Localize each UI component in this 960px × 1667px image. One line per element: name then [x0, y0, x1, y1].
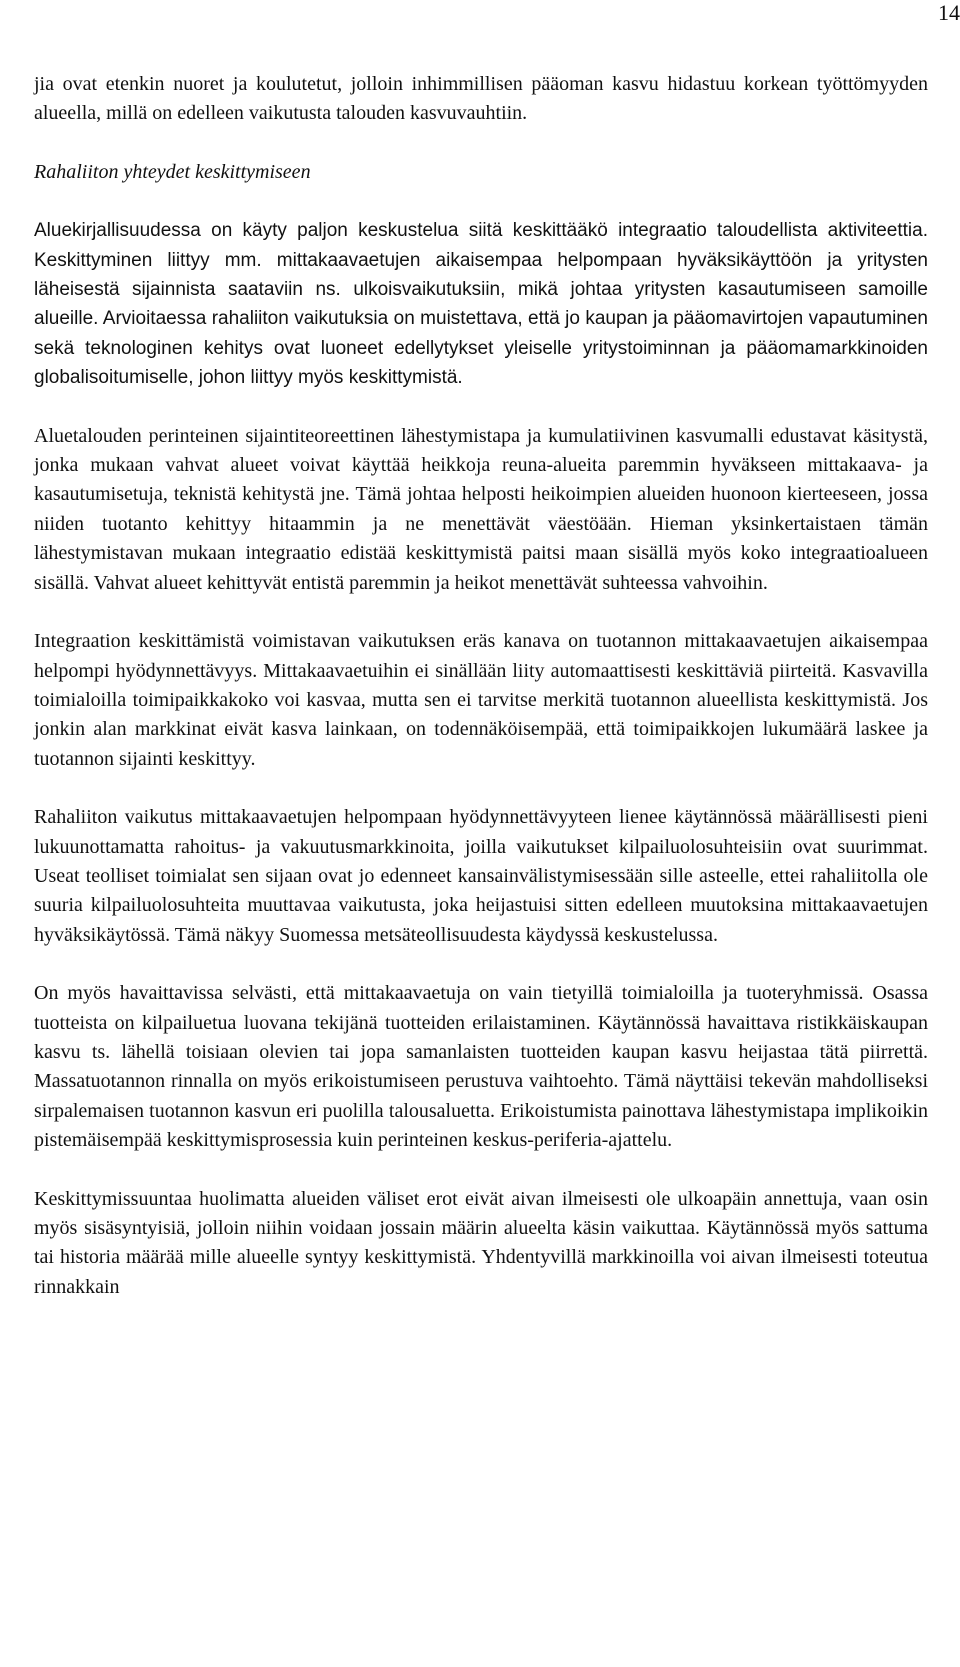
paragraph: Aluekirjallisuudessa on käyty paljon keskustelua siitä keskittääkö integraatio taloudellista aktiviteettia. Keskittyminen liittyy mm. mittakaavaetujen aikaisempaa helpompaan hyväksikäyttöön ja yritysten läheisestä sijainnista saataviin ns. ulkoisvaikutuksiin, mikä johtaa yritysten kasautumiseen samoille alueille. Arvioitaessa rahaliiton vaikutuksia on muistettava, että jo kaupan ja pääomavirtojen vapautuminen sekä teknologinen kehitys ovat luoneet edellytykset yleiselle yritystoiminnan ja pääomamarkkinoiden globalisoitumiselle, johon liittyy myös keskittymistä. [34, 220, 928, 389]
paragraph: Integraation keskittämistä voimistavan vaikutuksen eräs kanava on tuotannon mittakaavaetujen aikaisempaa helpompi hyödynnettävyys. Mittakaavaetuihin ei sinällään liity automaattisesti keskittäviä piirteitä. Kasvavilla toimialoilla toimipaikkakoko voi kasvaa, mutta sen ei tarvitse merkitä tuotannon alueellista keskittymistä. Jos jonkin alan markkinat eivät kasva lainkaan, on todennäköisempää, että toimipaikkojen lukumäärä laskee ja tuotannon sijainti keskittyy. [34, 630, 928, 770]
paragraph: Aluetalouden perinteinen sijaintiteoreettinen lähestymistapa ja kumulatiivinen kasvumalli edustavat käsitystä, jonka mukaan vahvat alueet voivat käyttää heikkoja reuna-alueita paremmin hyväkseen mittakaava- ja kasautumisetuja, teknistä kehitystä jne. Tämä johtaa helposti heikoimpien alueiden huonoon kierteeseen, jossa niiden tuotanto kehittyy hitaammin ja ne menettävät väestöään. Hieman yksinkertaistaen tämän lähestymistavan mukaan integraatio edistää keskittymistä paitsi maan sisällä myös koko integraatioalueen sisällä. Vahvat alueet kehittyvät entistä paremmin ja heikot menettävät suhteessa vahvoihin. [34, 424, 928, 594]
paragraph: Rahaliiton vaikutus mittakaavaetujen helpompaan hyödynnettävyyteen lienee käytännössä määrällisesti pieni lukuunottamatta rahoitus- ja vakuutusmarkkinoita, joilla vaikutukset kilpailuolosuhteisiin ovat suurimmat. Useat teolliset toimialat sen sijaan ovat jo edenneet kansainvälistymisessään sille asteelle, ettei rahaliitolla ole suuria kilpailuolosuhteita muuttavaa vaikutusta, joka heijastuisi sitten edelleen muutoksina mittakaavaetujen hyväksikäytössä. Tämä näkyy Suomessa metsäteollisuudesta käydyssä keskustelussa. [34, 806, 928, 946]
body-text [34, 70, 928, 1302]
paragraph: On myös havaittavissa selvästi, että mittakaavaetuja on vain tietyillä toimialoilla ja tuoteryhmissä. Osassa tuotteista on kilpailuetua luovana tekijänä tuotteiden erilaistaminen. Käytännössä havaittava ristikkäiskaupan kasvu ts. lähellä toisiaan olevien tai jopa samanlaisten tuotteiden kaupan kasvu heijastaa tätä piirrettä. Massatuotannon rinnalla on myös erikoistumiseen perustuva vaihtoehto. Tämä näyttäisi tekevän mahdolliseksi sirpalemaisen tuotannon kasvun eri puolilla talousaluetta. Erikoistumista painottava lähestymistapa implikoikin pistemäisempää keskittymisprosessia kuin perinteinen keskus-periferia-ajattelu. [34, 982, 928, 1152]
paragraph: Keskittymissuuntaa huolimatta alueiden väliset erot eivät aivan ilmeisesti ole ulkoapäin annettuja, vaan osin myös sisäsyntyisiä, jolloin niihin voidaan jossain määrin alueelta käsin vaikuttaa. Käytännössä myös sattuma tai historia määrää mille alueelle syntyy keskittymistä. Yhdentyvillä markkinoilla voi aivan ilmeisesti toteutua rinnakkain [34, 1187, 928, 1298]
page-number: 14 [938, 0, 960, 25]
section-heading: Rahaliiton yhteydet keskittymiseen [34, 160, 311, 183]
paragraph-continuation: jia ovat etenkin nuoret ja koulutetut, jolloin inhimmillisen pääoman kasvu hidastuu korkean työttömyyden alueella, millä on edelleen vaikutusta talouden kasvuvauhtiin. [34, 73, 928, 125]
